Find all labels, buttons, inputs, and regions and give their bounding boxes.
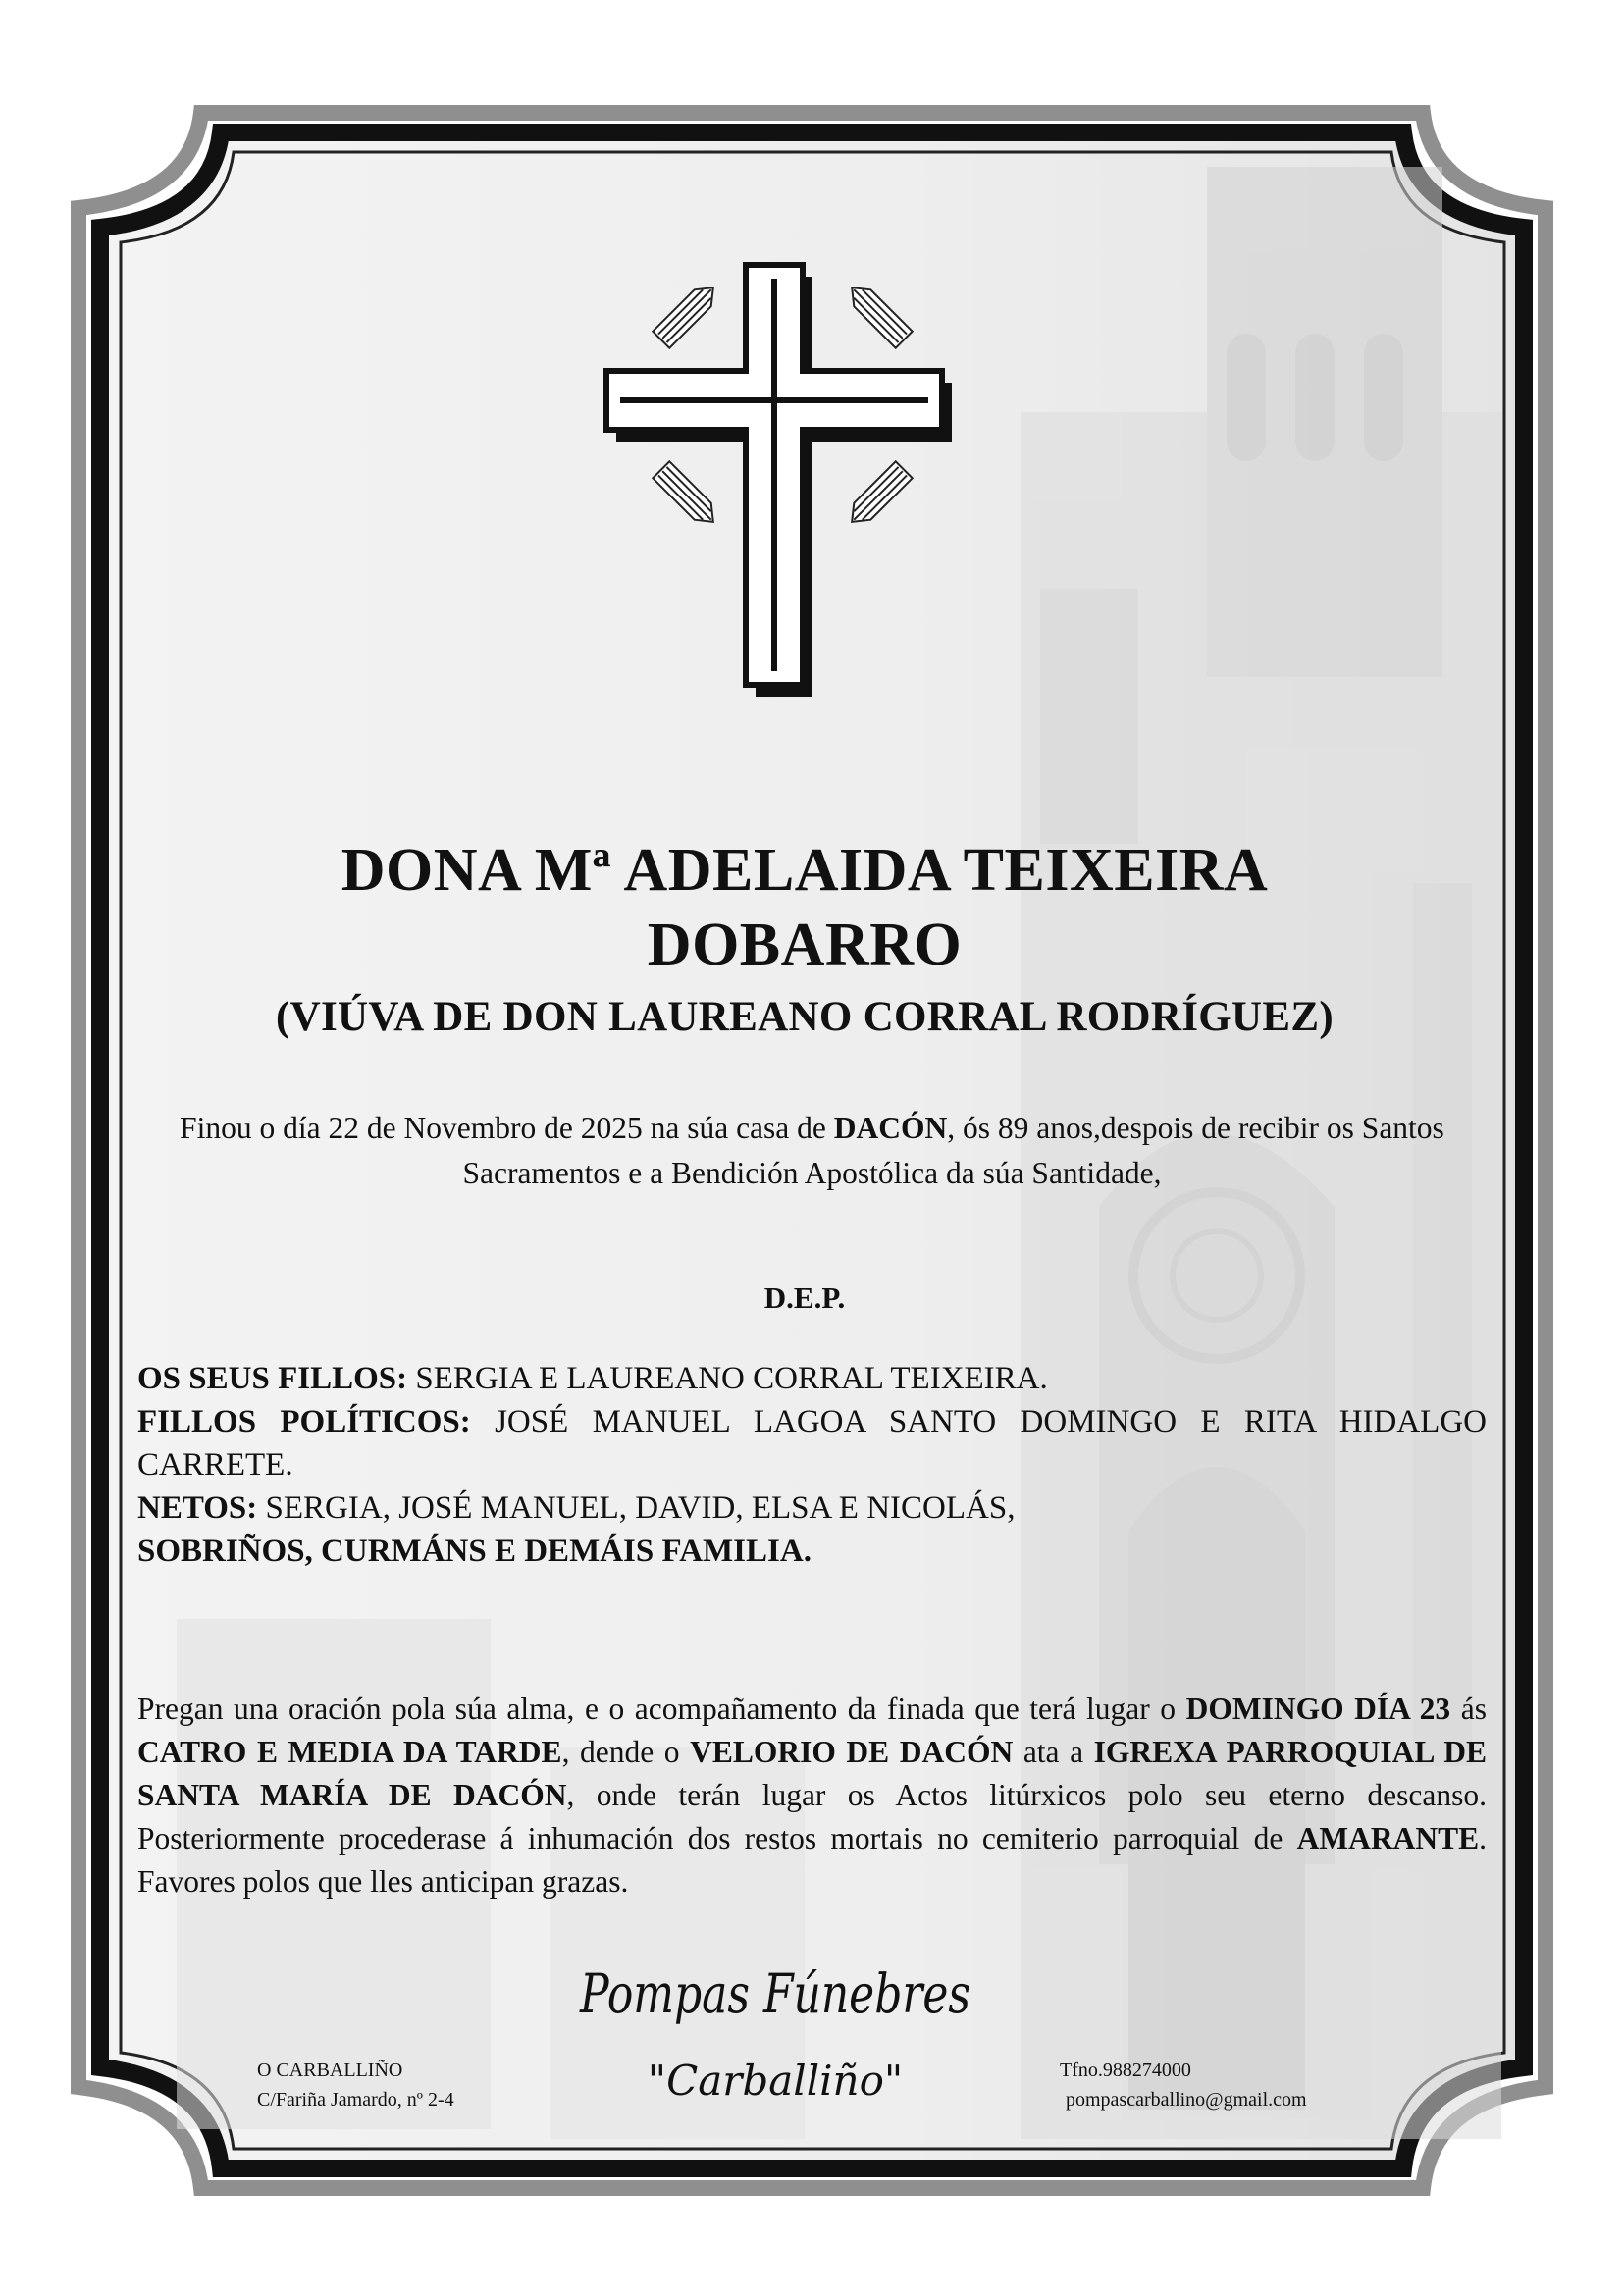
closing-text-3: , dende o bbox=[561, 1735, 691, 1769]
closing-text-5: , onde terán lugar os Actos litúrxicos polo seu eterno descanso. Posteriormente procederase á inhumación dos restos mortais no cemiterio parroquial de bbox=[137, 1778, 1487, 1855]
closing-text-2: ás bbox=[1450, 1692, 1487, 1726]
funeral-day: DOMINGO DÍA 23 bbox=[1185, 1692, 1451, 1726]
children-names: SERGIA E LAUREANO CORRAL TEIXEIRA. bbox=[407, 1361, 1048, 1396]
dep-heading: D.E.P. bbox=[763, 1280, 846, 1315]
funeral-home-logo bbox=[579, 1948, 971, 2110]
family-children bbox=[137, 1357, 1487, 1400]
inlaws-label: FILLOS POLÍTICOS: bbox=[137, 1404, 471, 1439]
deceased-name-line1: DONA Mª ADELAIDA TEIXEIRA bbox=[341, 837, 1269, 904]
family-list bbox=[137, 1357, 1487, 1573]
children-label: OS SEUS FILLOS: bbox=[137, 1361, 408, 1396]
closing-text-1: Pregan una oración pola súa alma, e o acompañamento da finada que terá lugar o bbox=[137, 1692, 1186, 1726]
death-announcement bbox=[137, 1106, 1487, 1196]
intro-text-1: Finou o día 22 de Novembro de 2025 na súa casa de bbox=[180, 1111, 834, 1145]
logo-line2: "Carballiño" bbox=[647, 2057, 904, 2105]
funeral-home-contact bbox=[1060, 2056, 1307, 2114]
closing-text-4: ata a bbox=[1013, 1735, 1094, 1769]
wake-location: VELORIO DE DACÓN bbox=[690, 1735, 1014, 1769]
others-label: SOBRIÑOS, CURMÁNS E DEMÁIS FAMILIA. bbox=[137, 1534, 812, 1569]
phone: Tfno.988274000 bbox=[1060, 2060, 1191, 2081]
intro-text-2: , ós 89 anos,despois de recibir os Santos Sacramentos e a Bendición Apostólica da súa Santidade, bbox=[462, 1111, 1444, 1190]
intro-place: DACÓN bbox=[833, 1111, 948, 1145]
deceased-name-line2: DOBARRO bbox=[647, 912, 963, 978]
grandchildren-label: NETOS: bbox=[137, 1490, 258, 1526]
family-inlaws bbox=[137, 1400, 1487, 1487]
closing-text-6: . Favores polos que lles anticipan grazas. bbox=[137, 1821, 1487, 1899]
city: O CARBALLIÑO bbox=[257, 2060, 403, 2081]
grandchildren-names: SERGIA, JOSÉ MANUEL, DAVID, ELSA E NICOLÁS, bbox=[257, 1490, 1016, 1526]
family-others bbox=[137, 1530, 1487, 1573]
church-name: IGREXA PARROQUIAL DE SANTA MARÍA DE DACÓN bbox=[137, 1735, 1487, 1812]
logo-line1: Pompas Fúnebres bbox=[579, 1962, 971, 2026]
email: pompascarballino@gmail.com bbox=[1066, 2089, 1307, 2111]
family-grandchildren bbox=[137, 1487, 1487, 1530]
street: C/Fariña Jamardo, nº 2-4 bbox=[257, 2089, 454, 2111]
cemetery-location: AMARANTE bbox=[1296, 1821, 1480, 1855]
inlaws-names: JOSÉ MANUEL LAGOA SANTO DOMINGO E RITA HIDALGO CARRETE. bbox=[137, 1404, 1487, 1483]
funeral-time: CATRO E MEDIA DA TARDE bbox=[137, 1735, 562, 1769]
widow-of: (VIÚVA DE DON LAUREANO CORRAL RODRÍGUEZ) bbox=[276, 994, 1334, 1040]
funeral-details bbox=[137, 1688, 1487, 1904]
funeral-home-address bbox=[257, 2056, 454, 2114]
